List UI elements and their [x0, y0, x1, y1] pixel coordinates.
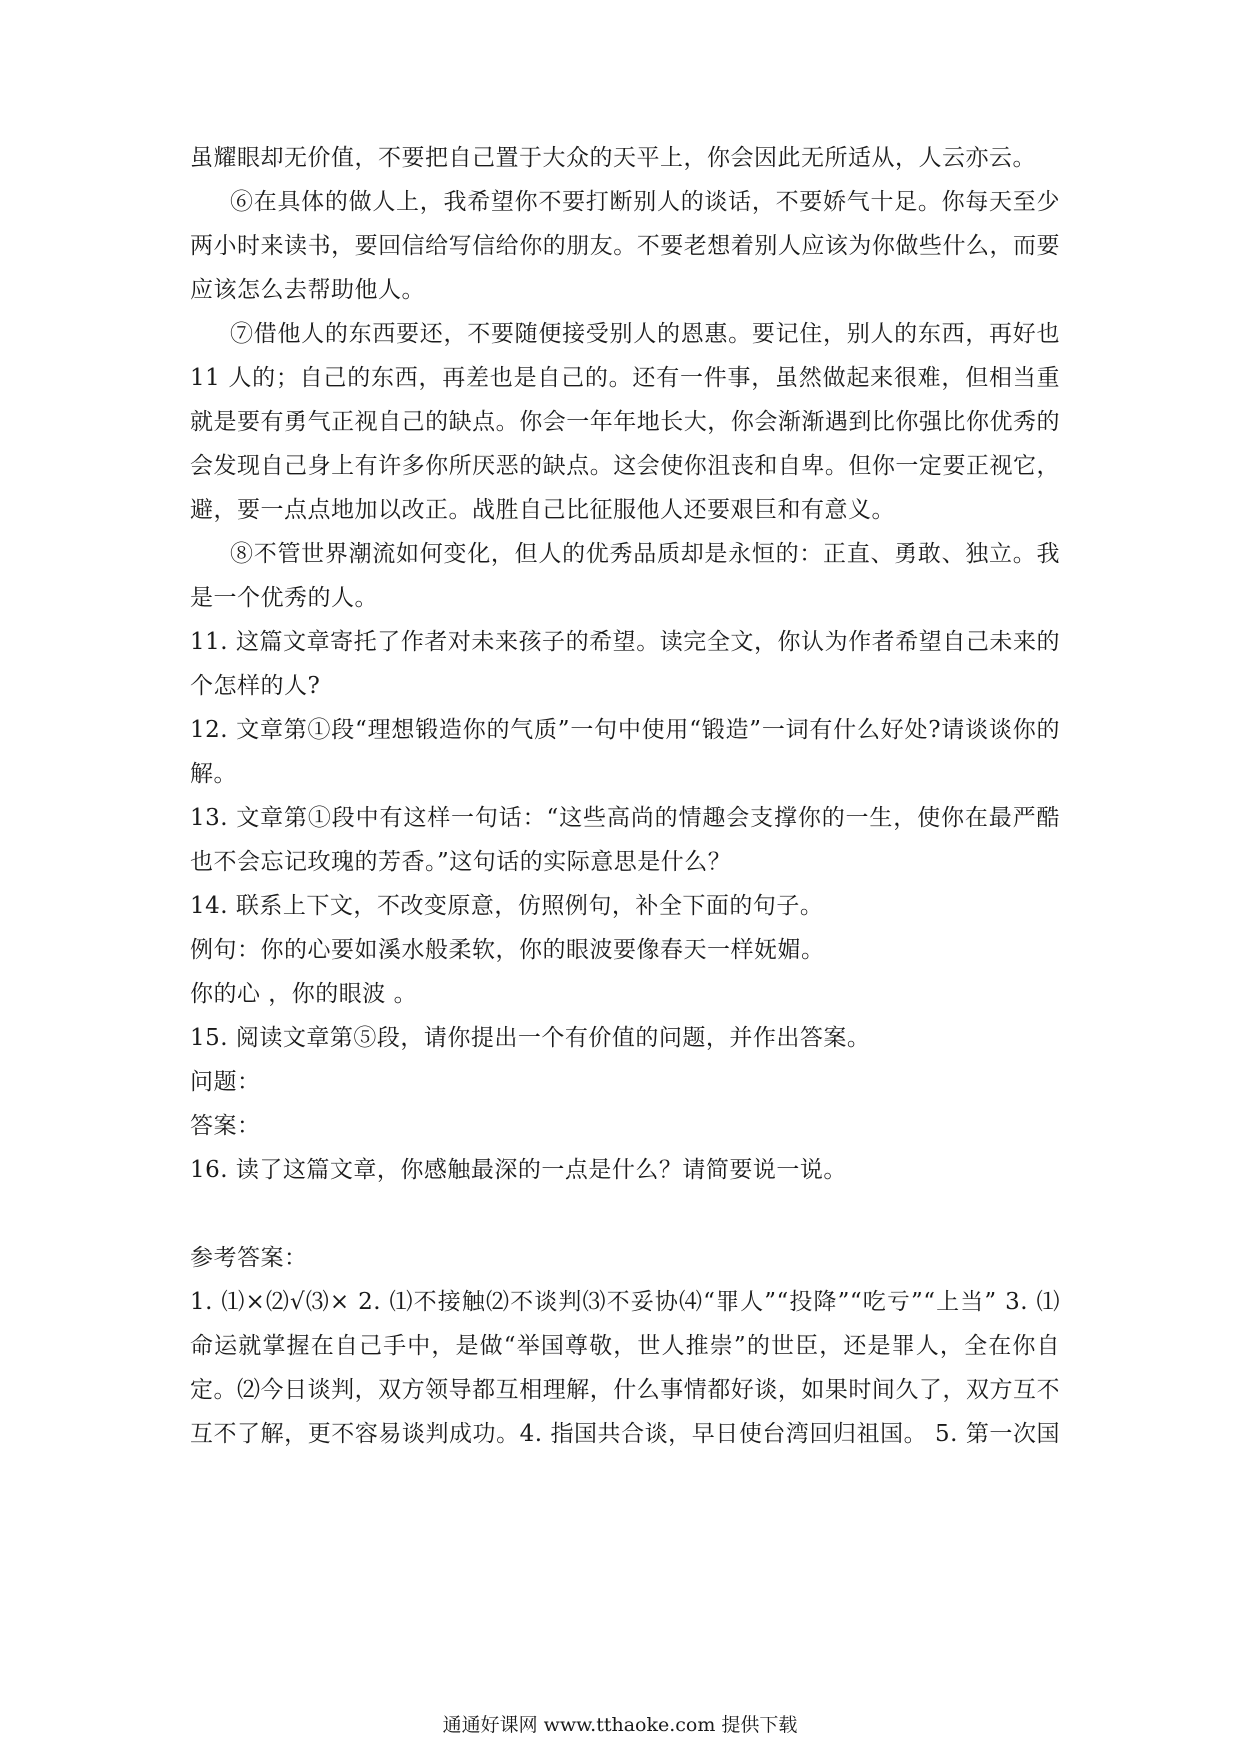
answers-line-2: 命运就掌握在自己手中，是做“举国尊敬，世人推崇”的世臣，还是罪人，全在你自 — [190, 1333, 1060, 1359]
paragraph-6-line-3: 应该怎么去帮助他人。 — [190, 277, 425, 303]
question-14-example: 例句：你的心要如溪水般柔软，你的眼波要像春天一样妩媚。 — [190, 937, 825, 963]
question-15-question-label: 问题： — [190, 1069, 261, 1095]
paragraph-8-line-2: 是一个优秀的人。 — [190, 585, 378, 611]
question-12-line-2: 解。 — [190, 761, 237, 787]
question-12-line-1: 12. 文章第①段“理想锻造你的气质”一句中使用“锻造”一词有什么好处?请谈谈你的 — [190, 717, 1060, 743]
question-11-line-1: 11. 这篇文章寄托了作者对未来孩子的希望。读完全文，你认为作者希望自己未来的 — [190, 629, 1060, 655]
question-13-line-1: 13. 文章第①段中有这样一句话：“这些高尚的情趣会支撑你的一生，使你在最严酷 — [190, 805, 1060, 831]
paragraph-7-line-4: 会发现自己身上有许多你所厌恶的缺点。这会使你沮丧和自卑。但你一定要正视它， — [190, 453, 1060, 479]
question-15-prompt: 15. 阅读文章第⑤段，请你提出一个有价值的问题，并作出答案。 — [190, 1025, 871, 1051]
paragraph-5-line-1: 虽耀眼却无价值，不要把自己置于大众的天平上，你会因此无所适从，人云亦云。 — [190, 145, 1036, 171]
question-16: 16. 读了这篇文章，你感触最深的一点是什么？请简要说一说。 — [190, 1157, 847, 1183]
question-14-prompt: 14. 联系上下文，不改变原意，仿照例句，补全下面的句子。 — [190, 893, 824, 919]
answers-line-1: 1. ⑴×⑵√⑶× 2. ⑴不接触⑵不谈判⑶不妥协⑷“罪人”“投降”“吃亏”“上当” 3. ⑴ — [190, 1289, 1060, 1315]
answers-heading: 参考答案： — [190, 1245, 308, 1271]
paragraph-7-line-2: 11 人的；自己的东西，再差也是自己的。还有一件事，虽然做起来很难，但相当重 — [190, 365, 1060, 391]
paragraph-6-line-1: ⑥在具体的做人上，我希望你不要打断别人的谈话，不要娇气十足。你每天至少 — [230, 189, 1060, 215]
question-14-blank: 你的心 ，你的眼波 。 — [190, 981, 418, 1007]
paragraph-7-line-5: 避，要一点点地加以改正。战胜自己比征服他人还要艰巨和有意义。 — [190, 497, 895, 523]
paragraph-8-line-1: ⑧不管世界潮流如何变化，但人的优秀品质却是永恒的：正直、勇敢、独立。我 — [230, 541, 1060, 567]
answers-line-3: 定。⑵今日谈判，双方领导都互相理解，什么事情都好谈，如果时间久了，双方互不 — [190, 1377, 1060, 1403]
document-page — [190, 0, 1060, 1754]
paragraph-7-line-1: ⑦借他人的东西要还，不要随便接受别人的恩惠。要记住，别人的东西，再好也 — [230, 321, 1060, 347]
question-13-line-2: 也不会忘记玫瑰的芳香。”这句话的实际意思是什么？ — [190, 849, 732, 875]
question-15-answer-label: 答案： — [190, 1113, 261, 1139]
paragraph-7-line-3: 就是要有勇气正视自己的缺点。你会一年年地长大，你会渐渐遇到比你强比你优秀的 — [190, 409, 1060, 435]
page-footer: 通通好课网 www.tthaoke.com 提供下载 — [442, 1714, 798, 1736]
answers-line-4: 互不了解，更不容易谈判成功。4. 指国共合谈，早日使台湾回归祖国。 5. 第一次国 — [190, 1421, 1060, 1447]
paragraph-6-line-2: 两小时来读书，要回信给写信给你的朋友。不要老想着别人应该为你做些什么，而要 — [190, 233, 1060, 259]
question-11-line-2: 个怎样的人? — [190, 673, 321, 699]
